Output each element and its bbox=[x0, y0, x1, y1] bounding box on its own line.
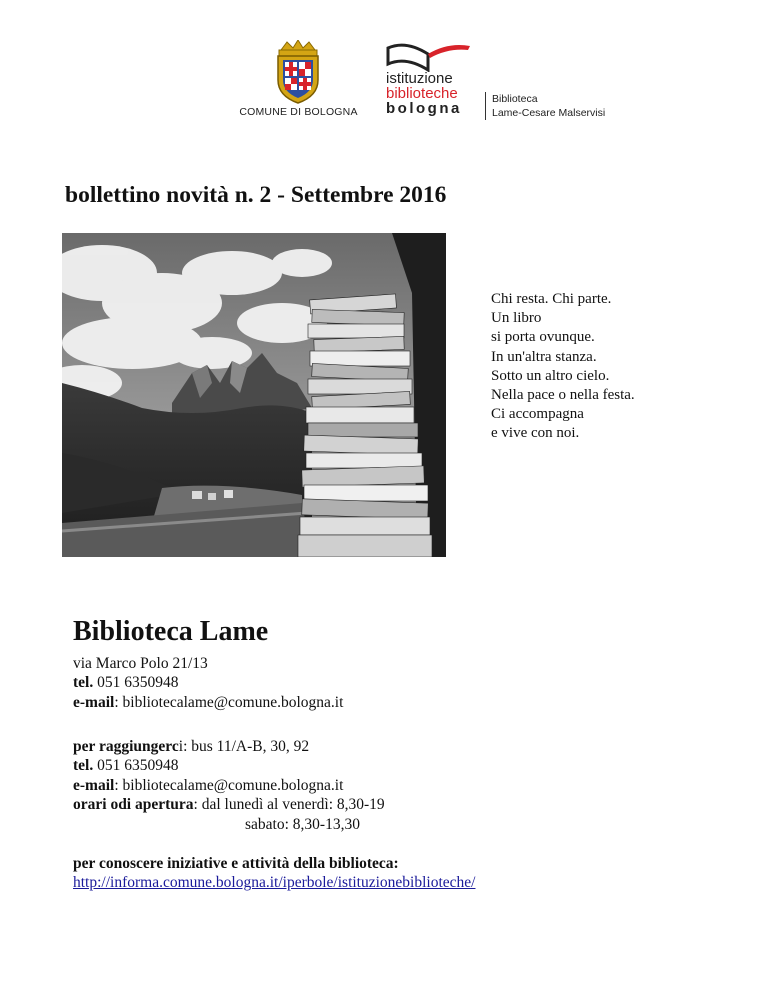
hours-label: orari odi apertura bbox=[73, 796, 194, 814]
poem-line: e vive con noi. bbox=[491, 425, 580, 442]
details-block bbox=[73, 737, 385, 834]
logo-divider bbox=[485, 92, 486, 120]
istituzione-logo bbox=[384, 40, 484, 120]
phone-value: 051 6350948 bbox=[97, 674, 179, 692]
phone-value: 051 6350948 bbox=[97, 757, 179, 775]
branch-line-2: Lame-Cesare Malservisi bbox=[492, 107, 606, 119]
poem-line: In un'altra stanza. bbox=[491, 348, 597, 365]
more-info-block bbox=[73, 854, 475, 893]
bologna-crest-icon bbox=[273, 40, 323, 104]
bologna-word: bologna bbox=[386, 100, 462, 117]
poem bbox=[491, 290, 635, 444]
open-book-icon bbox=[384, 40, 474, 72]
istituzione-word: istituzione bbox=[386, 70, 453, 87]
phone-label: tel. bbox=[73, 757, 94, 775]
email-value: bibliotecalame@comune.bologna.it bbox=[122, 693, 344, 711]
poem-line: si porta ovunque. bbox=[491, 329, 595, 346]
poem-line: Nella pace o nella festa. bbox=[491, 387, 635, 404]
library-name: Biblioteca Lame bbox=[73, 616, 269, 647]
branch-label bbox=[492, 92, 605, 120]
poem-line: Un libro bbox=[491, 310, 542, 327]
email-line: e-mail: bibliotecalame@comune.bologna.it bbox=[73, 693, 344, 711]
hours-weekdays: : dal lunedì al venerdì: 8,30-19 bbox=[193, 796, 385, 814]
reach-value: i: bus 11/A-B, 30, 92 bbox=[178, 738, 310, 755]
contact-block bbox=[73, 654, 343, 712]
email-line: e-mail: bibliotecalame@comune.bologna.it bbox=[73, 776, 344, 794]
phone-line bbox=[73, 756, 385, 775]
hours-line bbox=[73, 795, 385, 814]
phone-line bbox=[73, 673, 343, 692]
poem-line: Sotto un altro cielo. bbox=[491, 367, 610, 384]
email-value: bibliotecalame@comune.bologna.it bbox=[122, 776, 344, 794]
reach-line bbox=[73, 737, 385, 756]
website-link[interactable]: http://informa.comune.bologna.it/iperbole/istituzionebiblioteche/ bbox=[73, 874, 476, 892]
biblioteche-word: biblioteche bbox=[386, 85, 458, 102]
branch-line-1: Biblioteca bbox=[492, 93, 538, 105]
more-info-text bbox=[73, 854, 475, 873]
address: via Marco Polo 21/13 bbox=[73, 655, 208, 672]
comune-label: COMUNE DI BOLOGNA bbox=[239, 106, 358, 118]
poem-line: Chi resta. Chi parte. bbox=[491, 291, 612, 307]
comune-logo bbox=[226, 40, 371, 122]
email-label: e-mail bbox=[73, 693, 115, 711]
bulletin-title: bollettino novità n. 2 - Settembre 2016 bbox=[65, 182, 447, 208]
reach-label: per raggiungerc bbox=[73, 738, 179, 755]
hours-saturday: sabato: 8,30-13,30 bbox=[245, 815, 360, 833]
more-info-label: per conoscere iniziative e attività della biblioteca: bbox=[73, 855, 399, 872]
books-mountain-photo bbox=[62, 233, 446, 557]
email-label: e-mail bbox=[73, 776, 115, 794]
poem-line: Ci accompagna bbox=[491, 406, 584, 423]
phone-label: tel. bbox=[73, 674, 94, 692]
